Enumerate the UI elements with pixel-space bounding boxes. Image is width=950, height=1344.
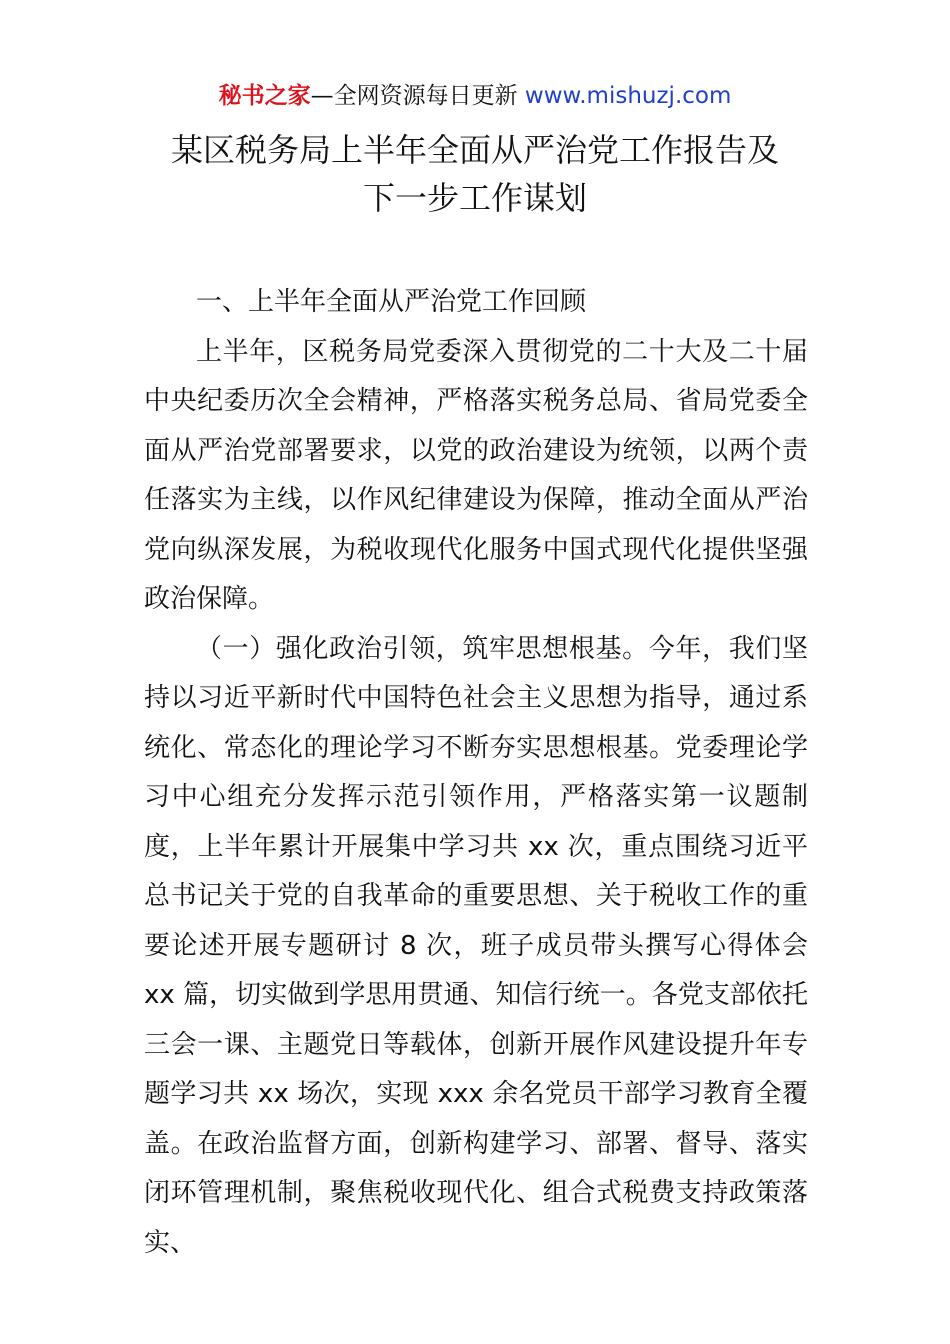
paragraph-political-guidance: （一）强化政治引领，筑牢思想根基。今年，我们坚持以习近平新时代中国特色社会主义思想为指导，通过系统化、常态化的理论学习不断夯实思想根基。党委理论学习中心组充分发挥示范引领作用，严格落实第一议题制度，上半年累计开展集中学习共 xx 次，重点围绕习近平总书记关于党的自我革命的重要思想、关于税收工作的重要论述开展专题研讨 8 次，班子成员带头撰写心得体会 xx 篇，切实做到学思用贯通、知信行统一。各党支部依托三会一课、主题党日等载体，创新开展作风建设提升年专题学习共 xx 场次，实现 xxx 余名党员干部学习教育全覆盖。在政治监督方面，创新构建学习、部署、督导、落实闭环管理机制，聚焦税收现代化、组合式税费支持政策落实、 [144,633,808,1258]
document-title-line-2: 下一步工作谋划 [362,179,587,217]
site-brand-name: 秘书之家 [218,83,311,109]
document-body [144,278,808,1268]
site-url-link[interactable]: www.mishuzj.com [524,83,732,109]
paragraph-overview: 上半年，区税务局党委深入贯彻党的二十大及二十届中央纪委历次全会精神，严格落实税务总局、省局党委全面从严治党部署要求，以党的政治建设为统领，以两个责任落实为主线，以作风纪律建设为保障，推动全面从严治党向纵深发展，为税收现代化服务中国式现代化提供坚强政治保障。 [144,336,808,614]
document-title-line-1: 某区税务局上半年全面从严治党工作报告及 [170,131,779,169]
site-tagline: —全网资源每日更新 [310,83,525,109]
section-heading-review: 一、上半年全面从严治党工作回顾 [196,287,587,317]
document-title [0,126,950,222]
site-banner [0,80,950,112]
